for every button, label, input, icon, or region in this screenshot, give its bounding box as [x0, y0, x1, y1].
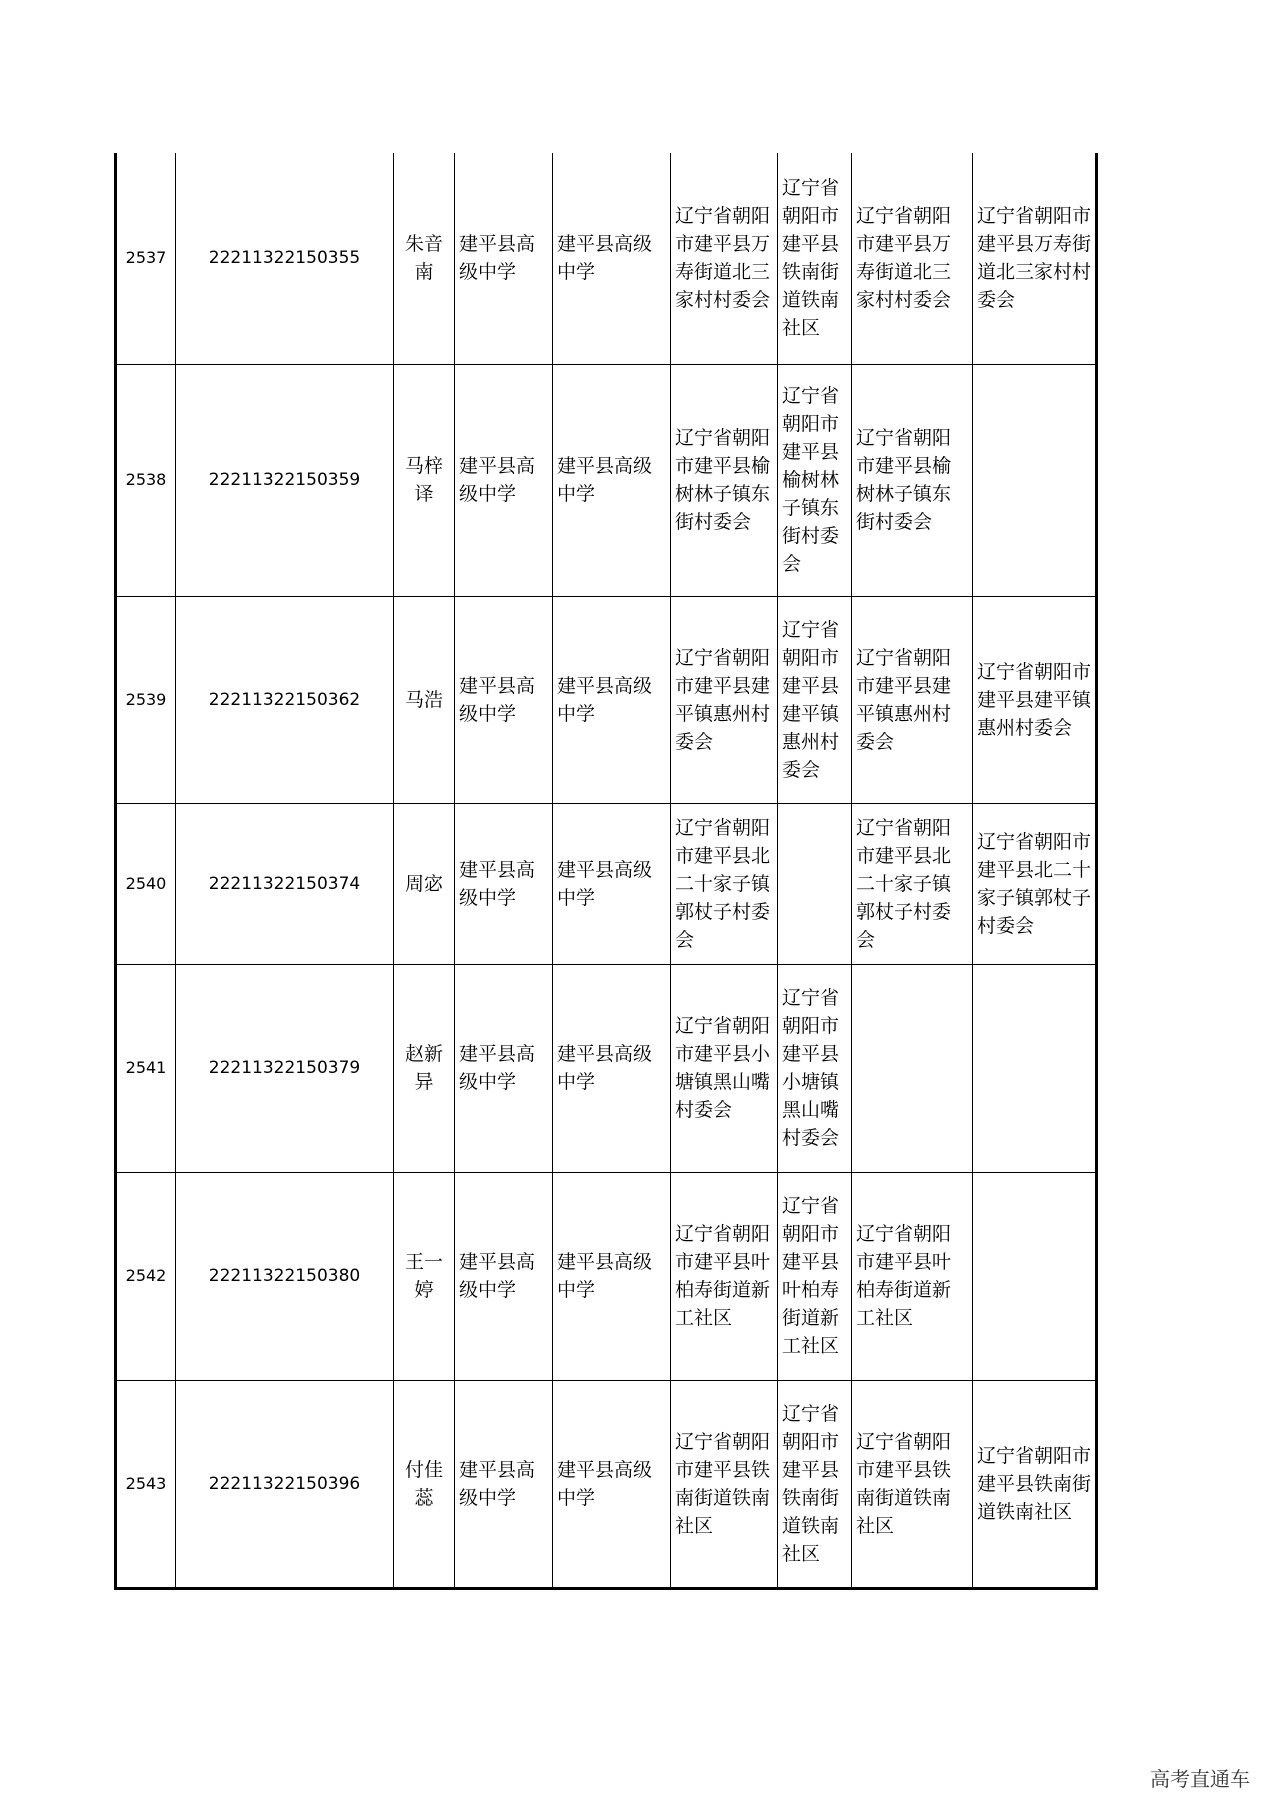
cell-id: 22211322150355 — [176, 153, 394, 364]
cell-address-1: 辽宁省朝阳市建平县榆树林子镇东街村委会 — [671, 364, 778, 596]
cell-grad-school: 建平县高级中学 — [553, 596, 671, 803]
cell-address-1: 辽宁省朝阳市建平县建平镇惠州村委会 — [671, 596, 778, 803]
student-table — [114, 153, 1098, 1590]
cell-address-2: 辽宁省朝阳市建平县建平镇惠州村委会 — [778, 596, 852, 803]
cell-school: 建平县高级中学 — [455, 803, 553, 964]
cell-address-1: 辽宁省朝阳市建平县铁南街道铁南社区 — [671, 1380, 778, 1588]
cell-seq: 2542 — [116, 1172, 176, 1380]
cell-address-1: 辽宁省朝阳市建平县北二十家子镇郭杖子村委会 — [671, 803, 778, 964]
cell-address-3 — [852, 964, 973, 1172]
cell-grad-school: 建平县高级中学 — [553, 964, 671, 1172]
cell-school: 建平县高级中学 — [455, 364, 553, 596]
cell-address-1: 辽宁省朝阳市建平县万寿街道北三家村村委会 — [671, 153, 778, 364]
cell-seq: 2539 — [116, 596, 176, 803]
cell-seq: 2538 — [116, 364, 176, 596]
cell-address-4 — [973, 1172, 1097, 1380]
cell-id: 22211322150380 — [176, 1172, 394, 1380]
cell-school: 建平县高级中学 — [455, 1380, 553, 1588]
cell-id: 22211322150379 — [176, 964, 394, 1172]
cell-address-3: 辽宁省朝阳市建平县万寿街道北三家村村委会 — [852, 153, 973, 364]
cell-id: 22211322150362 — [176, 596, 394, 803]
cell-address-4 — [973, 964, 1097, 1172]
table-row — [116, 803, 1097, 964]
cell-address-2 — [778, 803, 852, 964]
cell-grad-school: 建平县高级中学 — [553, 153, 671, 364]
table-row — [116, 596, 1097, 803]
cell-name: 马浩 — [394, 596, 455, 803]
cell-address-2: 辽宁省朝阳市建平县铁南街道铁南社区 — [778, 153, 852, 364]
table-row — [116, 1380, 1097, 1588]
cell-name: 赵新异 — [394, 964, 455, 1172]
cell-seq: 2540 — [116, 803, 176, 964]
cell-school: 建平县高级中学 — [455, 964, 553, 1172]
cell-address-3: 辽宁省朝阳市建平县叶柏寿街道新工社区 — [852, 1172, 973, 1380]
cell-address-3: 辽宁省朝阳市建平县建平镇惠州村委会 — [852, 596, 973, 803]
cell-seq: 2541 — [116, 964, 176, 1172]
cell-id: 22211322150396 — [176, 1380, 394, 1588]
cell-grad-school: 建平县高级中学 — [553, 1172, 671, 1380]
cell-address-4: 辽宁省朝阳市建平县铁南街道铁南社区 — [973, 1380, 1097, 1588]
cell-grad-school: 建平县高级中学 — [553, 803, 671, 964]
cell-address-4: 辽宁省朝阳市建平县万寿街道北三家村村委会 — [973, 153, 1097, 364]
cell-address-4: 辽宁省朝阳市建平县建平镇惠州村委会 — [973, 596, 1097, 803]
cell-school: 建平县高级中学 — [455, 153, 553, 364]
cell-address-3: 辽宁省朝阳市建平县榆树林子镇东街村委会 — [852, 364, 973, 596]
cell-school: 建平县高级中学 — [455, 1172, 553, 1380]
cell-address-2: 辽宁省朝阳市建平县小塘镇黑山嘴村委会 — [778, 964, 852, 1172]
cell-school: 建平县高级中学 — [455, 596, 553, 803]
cell-grad-school: 建平县高级中学 — [553, 1380, 671, 1588]
cell-address-1: 辽宁省朝阳市建平县小塘镇黑山嘴村委会 — [671, 964, 778, 1172]
cell-address-4: 辽宁省朝阳市建平县北二十家子镇郭杖子村委会 — [973, 803, 1097, 964]
cell-seq: 2543 — [116, 1380, 176, 1588]
cell-address-3: 辽宁省朝阳市建平县北二十家子镇郭杖子村委会 — [852, 803, 973, 964]
cell-id: 22211322150359 — [176, 364, 394, 596]
table-row — [116, 364, 1097, 596]
cell-grad-school: 建平县高级中学 — [553, 364, 671, 596]
cell-name: 马梓译 — [394, 364, 455, 596]
table-row — [116, 964, 1097, 1172]
cell-address-4 — [973, 364, 1097, 596]
cell-name: 周宓 — [394, 803, 455, 964]
cell-name: 付佳蕊 — [394, 1380, 455, 1588]
cell-name: 王一婷 — [394, 1172, 455, 1380]
watermark-text: 高考直通车 — [1150, 1767, 1250, 1791]
cell-seq: 2537 — [116, 153, 176, 364]
cell-address-3: 辽宁省朝阳市建平县铁南街道铁南社区 — [852, 1380, 973, 1588]
table-row — [116, 153, 1097, 364]
cell-name: 朱音南 — [394, 153, 455, 364]
cell-address-2: 辽宁省朝阳市建平县铁南街道铁南社区 — [778, 1380, 852, 1588]
table-row — [116, 1172, 1097, 1380]
cell-address-1: 辽宁省朝阳市建平县叶柏寿街道新工社区 — [671, 1172, 778, 1380]
cell-address-2: 辽宁省朝阳市建平县叶柏寿街道新工社区 — [778, 1172, 852, 1380]
cell-address-2: 辽宁省朝阳市建平县榆树林子镇东街村委会 — [778, 364, 852, 596]
cell-id: 22211322150374 — [176, 803, 394, 964]
